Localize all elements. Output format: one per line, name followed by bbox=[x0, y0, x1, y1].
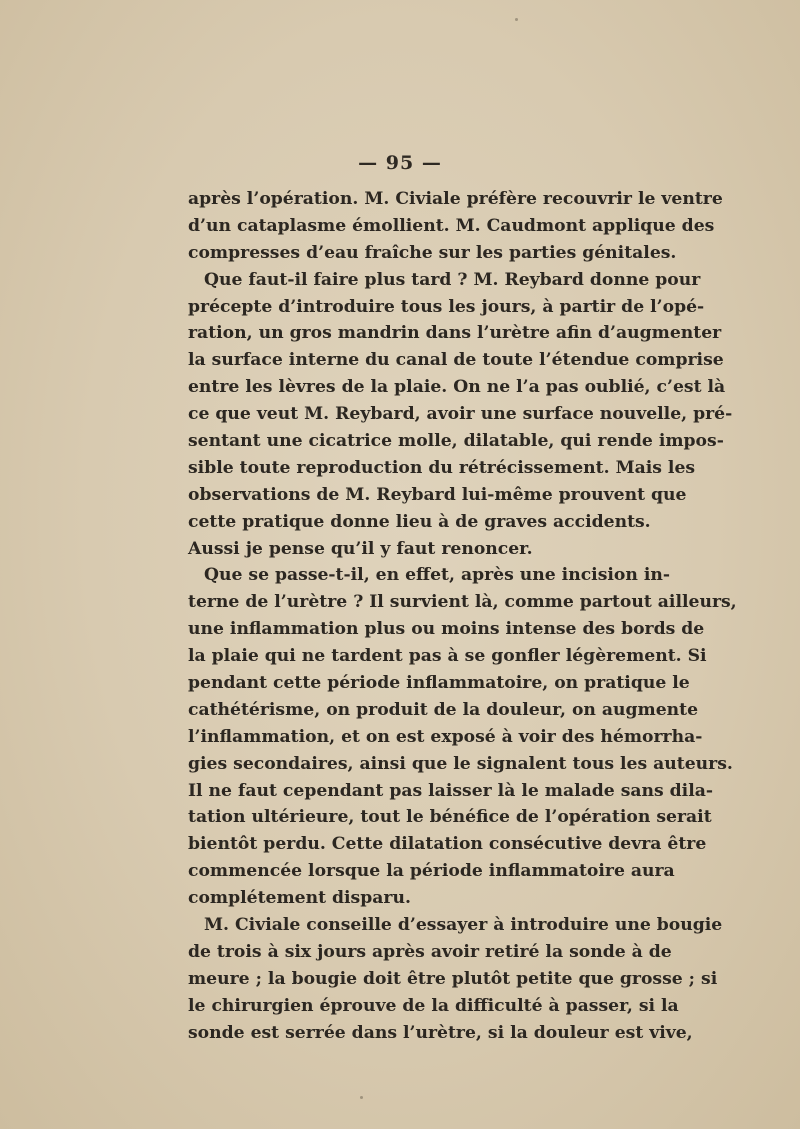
text-line: observations de M. Reybard lui-même prouvent que bbox=[188, 484, 687, 505]
text-line: précepte d’introduire tous les jours, à partir de l’opé- bbox=[188, 296, 705, 317]
text-line: Aussi je pense qu’il y faut renoncer. bbox=[188, 538, 533, 559]
text-line: compresses d’eau fraîche sur les parties génitales. bbox=[188, 242, 677, 263]
text-line: cette pratique donne lieu à de graves accidents. bbox=[188, 511, 651, 532]
text-line: cathétérisme, on produit de la douleur, on augmente bbox=[188, 699, 699, 720]
text-line: commencée lorsque la période inflammatoire aura bbox=[188, 861, 675, 882]
text-line: Il ne faut cependant pas laisser là le malade sans dila- bbox=[188, 780, 714, 801]
text-line: la plaie qui ne tardent pas à se gonfler légèrement. Si bbox=[188, 646, 707, 667]
text-line: sible toute reproduction du rétrécissement. Mais les bbox=[188, 457, 696, 478]
text-line: ration, un gros mandrin dans l’urètre afin d’augmenter bbox=[188, 323, 722, 344]
text-line: bientôt perdu. Cette dilatation consécutive devra être bbox=[188, 834, 707, 855]
paper-speck bbox=[360, 1096, 363, 1099]
text-line: pendant cette période inflammatoire, on pratique le bbox=[188, 673, 690, 694]
text-line: ce que veut M. Reybard, avoir une surface nouvelle, pré- bbox=[188, 404, 733, 425]
text-line: le chirurgien éprouve de la difficulté à passer, si la bbox=[188, 995, 679, 1016]
text-line: une inflammation plus ou moins intense des bords de bbox=[188, 619, 705, 640]
text-line: d’un cataplasme émollient. M. Caudmont applique des bbox=[188, 215, 715, 236]
text-line: complétement disparu. bbox=[188, 888, 411, 909]
page-number: — 95 — bbox=[358, 152, 442, 174]
text-line: meure ; la bougie doit être plutôt petite que grosse ; si bbox=[188, 968, 718, 989]
text-line: Que faut-il faire plus tard ? M. Reybard donne pour bbox=[204, 269, 701, 290]
text-line: terne de l’urètre ? Il survient là, comme partout ailleurs, bbox=[188, 592, 737, 613]
text-line: la surface interne du canal de toute l’étendue comprise bbox=[188, 350, 724, 371]
paper-speck bbox=[515, 18, 518, 21]
text-line: entre les lèvres de la plaie. On ne l’a pas oublié, c’est là bbox=[188, 377, 726, 398]
text-line: de trois à six jours après avoir retiré la sonde à de bbox=[188, 941, 672, 962]
text-line: tation ultérieure, tout le bénéfice de l’opération serait bbox=[188, 807, 712, 828]
text-line: après l’opération. M. Civiale préfère recouvrir le ventre bbox=[188, 189, 723, 209]
text-line: l’inflammation, et on est exposé à voir des hémorrha- bbox=[188, 726, 703, 747]
text-line: sentant une cicatrice molle, dilatable, qui rende impos- bbox=[188, 431, 724, 452]
text-line: Que se passe-t-il, en effet, après une incision in- bbox=[204, 565, 671, 586]
text-line: gies secondaires, ainsi que le signalent tous les auteurs. bbox=[188, 753, 733, 774]
body-text bbox=[188, 186, 737, 1047]
text-line: sonde est serrée dans l’urètre, si la douleur est vive, bbox=[188, 1022, 693, 1043]
text-line: M. Civiale conseille d’essayer à introduire une bougie bbox=[204, 915, 723, 936]
